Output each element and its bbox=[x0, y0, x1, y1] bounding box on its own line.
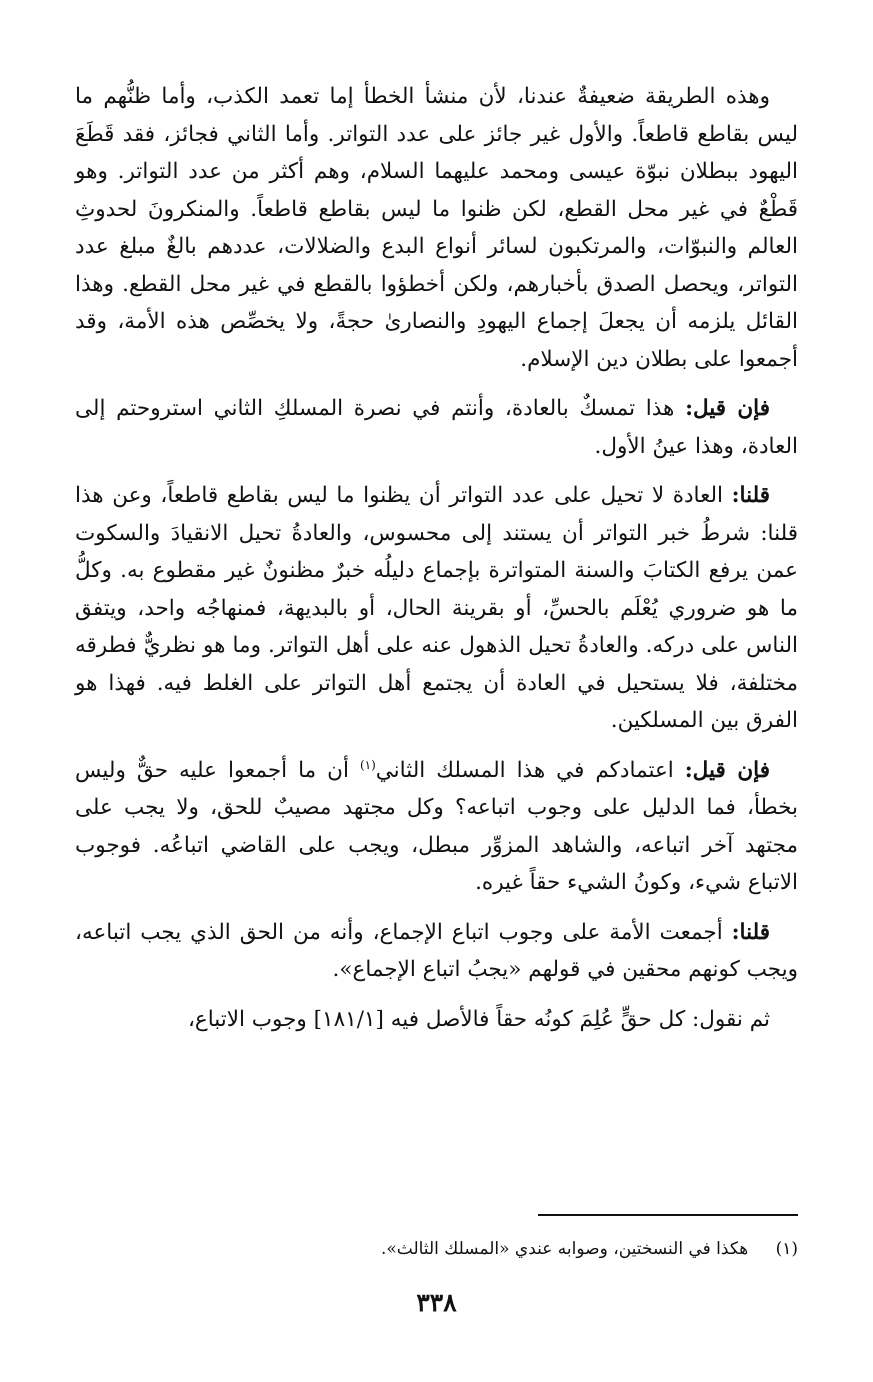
paragraph-lead: فإن قيل: bbox=[685, 396, 770, 421]
paragraph-4 bbox=[75, 752, 798, 902]
footnote bbox=[75, 1236, 798, 1262]
paragraph-text: وهذه الطريقة ضعيفةٌ عندنا، لأن منشأ الخطأ إما تعمد الكذب، وأما ظنُّهم ما ليس بقاطع قاطعاً. والأول غير جائز على عدد التواتر. وأما الثاني فجائز، فقد قَطَعَ اليهود ببطلان نبوّة عيسى ومحمد عليهما السلام، وهم أكثر من عدد التواتر. وهو قَطْعٌ في غير محل القطع، لكن ظنوا ما ليس بقاطع قاطعاً. والمنكرونَ لحدوثِ العالم والنبوّات، والمرتكبون لسائر أنواع البدع والضلالات، عددهم بالغٌ مبلغ عدد التواتر، ويحصل الصدق بأخبارهم، ولكن أخطؤوا بالقطع في غير محل القطع. وهذا القائل يلزمه أن يجعلَ إجماع اليهودِ والنصارىٰ حجةً، ولا يخصِّص هذه الأمة، وقد أجمعوا على بطلان دين الإسلام. bbox=[75, 84, 798, 372]
paragraph-text: أجمعت الأمة على وجوب اتباع الإجماع، وأنه من الحق الذي يجب اتباعه، ويجب كونهم محقين في قولهم «يجبُ اتباع الإجماع». bbox=[75, 919, 798, 982]
paragraph-5 bbox=[75, 914, 798, 989]
paragraph-text: أن ما أجمعوا عليه حقٌّ وليس بخطأ، فما الدليل على وجوب اتباعه؟ وكل مجتهد مصيبٌ للحق، ولا يجب على مجتهد آخر اتباعه، والشاهد المزوِّر مبطل، ويجب على القاضي اتباعُه. فوجوب الاتباع شيء، وكونُ الشيء حقاً غيره. bbox=[75, 757, 798, 895]
paragraph-1 bbox=[75, 78, 798, 378]
paragraph-text-before-note: اعتمادكم في هذا المسلك الثاني bbox=[375, 757, 674, 783]
paragraph-text: العادة لا تحيل على عدد التواتر أن يظنوا ما ليس بقاطع قاطعاً، وعن هذا قلنا: شرطُ خبر التواتر أن يستند إلى محسوس، والعادةُ تحيل الانقيادَ والسكوت عمن يرفع الكتابَ والسنة المتواترة بإجماع دليلُه خبرٌ مظنونٌ غير مقطوع به. وكلُّ ما هو ضروري يُعْلَم بالحسِّ، أو بقرينة الحال، أو بالبديهة، فمنهاجُه واحد، ويتفق الناس على دركه. والعادةُ تحيل الذهول عنه على أهل التواتر. وما هو نظريٌّ فطرقه مختلفة، فلا يستحيل في العادة أن يجتمع أهل التواتر على الغلط فيه. فهذا هو الفرق بين المسلكين. bbox=[75, 483, 798, 733]
paragraph-text: ثم نقول: كل حقٍّ عُلِمَ كونُه حقاً فالأصل فيه [١٨١/١] وجوب الاتباع، bbox=[187, 1006, 770, 1032]
paragraph-lead: قلنا: bbox=[731, 919, 770, 945]
paragraph-2 bbox=[75, 390, 798, 465]
footnote-reference[interactable]: (١) bbox=[359, 757, 376, 772]
paragraph-6 bbox=[75, 1001, 798, 1039]
footnote-number: (١) bbox=[775, 1239, 798, 1259]
paragraph-text: هذا تمسكٌ بالعادة، وأنتم في نصرة المسلكِ الثاني استروحتم إلى العادة، وهذا عينُ الأول. bbox=[75, 396, 798, 459]
paragraph-lead: فإن قيل: bbox=[684, 757, 770, 783]
paragraph-lead: قلنا: bbox=[731, 483, 770, 508]
page-number: ٣٣٨ bbox=[416, 1288, 457, 1317]
footnote-text: هكذا في النسختين، وصوابه عندي «المسلك الثالث». bbox=[380, 1239, 749, 1259]
footnote-divider bbox=[538, 1214, 798, 1216]
paragraph-3 bbox=[75, 477, 798, 740]
